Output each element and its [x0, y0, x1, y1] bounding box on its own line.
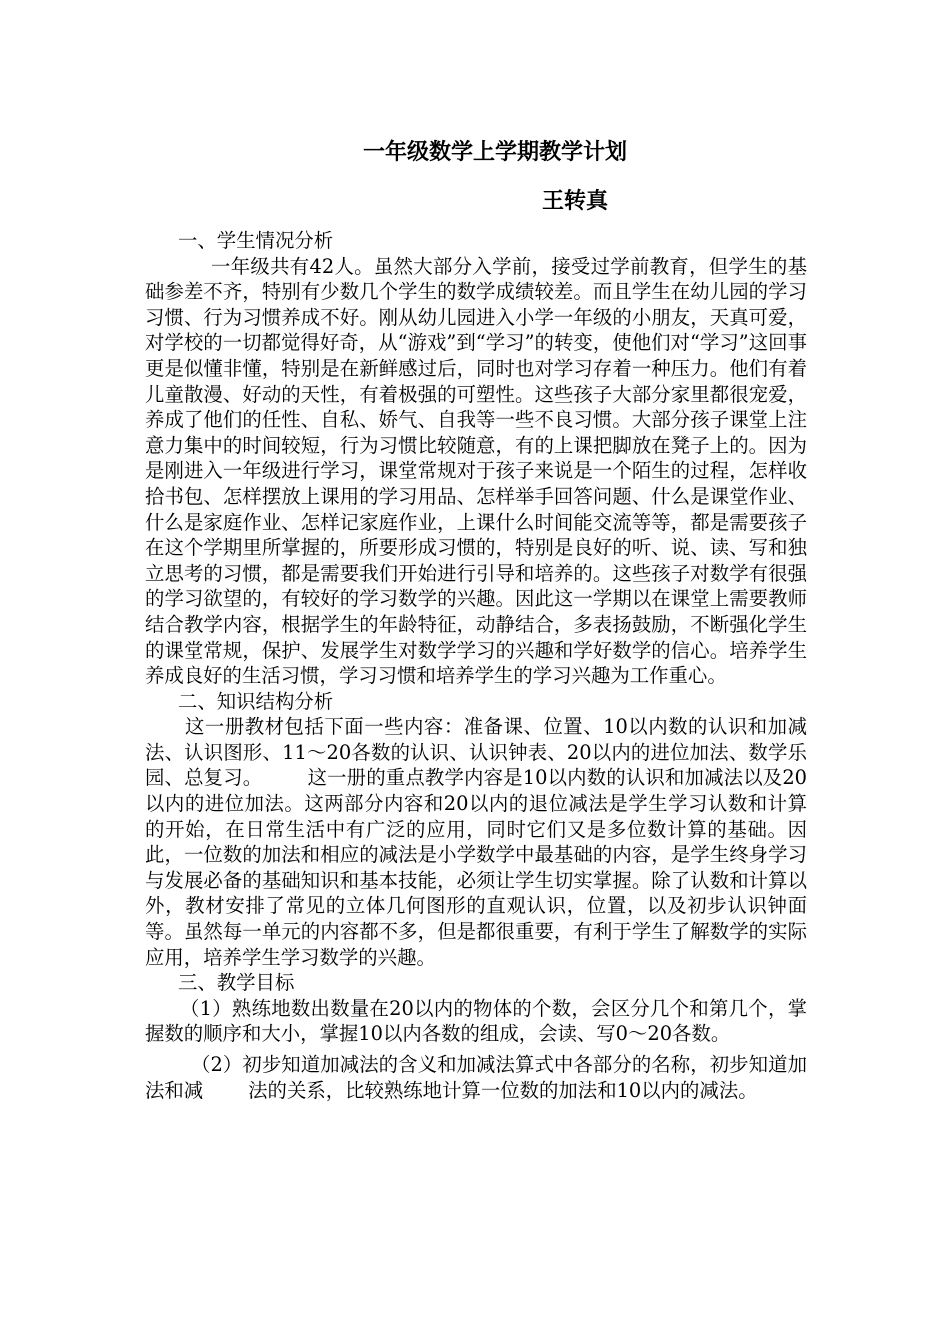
paragraph-knowledge-structure	[145, 714, 807, 970]
teaching-goal-2-part2: 法的关系，比较熟练地计算一位数的加法和10以内的减法。	[248, 1078, 758, 1102]
teaching-goal-2-part1: （2）初步知道加减法的含义和加减法算式中各部分的名称，初步知道加法和减	[145, 1053, 807, 1102]
paragraph-knowledge-structure-part1: 这一册教材包括下面一些内容：准备课、位置、10以内数的认识和加减法、认识图形、11～20各数的认识、认识钟表、20以内的进位加法、数学乐园、总复习。	[145, 715, 807, 790]
paragraph-student-analysis: 一年级共有42人。虽然大部分入学前，接受过学前教育，但学生的基础参差不齐，特别有少数几个学生的数学成绩较差。而且学生在幼儿园的学习习惯、行为习惯养成不好。刚从幼儿园进入小学一年级的小朋友，天真可爱，对学校的一切都觉得好奇，从“游戏”到“学习”的转变，使他们对“学习”这回事更是似懂非懂，特别是在新鲜感过后，同时也对学习存着一种压力。他们有着儿童散漫、好动的天性，有着极强的可塑性。这些孩子大部分家里都很宠爱，养成了他们的任性、自私、娇气、自我等一些不良习惯。大部分孩子课堂上注意力集中的时间较短，行为习惯比较随意，有的上课把脚放在凳子上的。因为是刚进入一年级进行学习，课堂常规对于孩子来说是一个陌生的过程，怎样收拾书包、怎样摆放上课用的学习用品、怎样举手回答问题、什么是课堂作业、什么是家庭作业、怎样记家庭作业，上课什么时间能交流等等，都是需要孩子在这个学期里所掌握的，所要形成习惯的，特别是良好的听、说、读、写和独立思考的习惯，都是需要我们开始进行引导和培养的。这些孩子对数学有很强的学习欲望的，有较好的学习数学的兴趣。因此这一学期以在课堂上需要教师结合教学内容，根据学生的年龄特征，动静结合，多表扬鼓励，不断强化学生的课堂常规，保护、发展学生对数学学习的兴趣和学好数学的信心。培养学生养成良好的生活习惯，学习习惯和培养学生的学习兴趣为工作重心。	[145, 254, 807, 688]
document-body	[145, 228, 807, 1103]
document-title: 一年级数学上学期教学计划	[362, 139, 627, 165]
section-heading-knowledge-structure: 二、知识结构分析	[178, 689, 334, 713]
teaching-goal-1: （1）熟练地数出数量在20以内的物体的个数，会区分几个和第几个，掌握数的顺序和大小，掌握10以内各数的组成，会读、写0～20各数。	[145, 996, 807, 1046]
paragraph-knowledge-structure-part2: 这一册的重点教学内容是10以内数的认识和加减法以及20以内的进位加法。这两部分内容和20以内的退位减法是学生学习认数和计算的开始，在日常生活中有广泛的应用，同时它们又是多位数计算的基础。因此，一位数的加法和相应的减法是小学数学中最基础的内容，是学生终身学习与发展必备的基础知识和基本技能，必须让学生切实掌握。除了认数和计算以外，教材安排了常见的立体几何图形的直观认识，位置，以及初步认识钟面等。虽然每一单元的内容都不多，但是都很重要，有利于学生了解数学的实际应用，培养学生学习数学的兴趣。	[145, 766, 807, 969]
teaching-goal-2	[145, 1052, 807, 1103]
section-heading-student-analysis: 一、学生情况分析	[178, 229, 334, 252]
document-author: 王转真	[541, 188, 608, 214]
section-heading-teaching-goals: 三、教学目标	[178, 971, 295, 995]
